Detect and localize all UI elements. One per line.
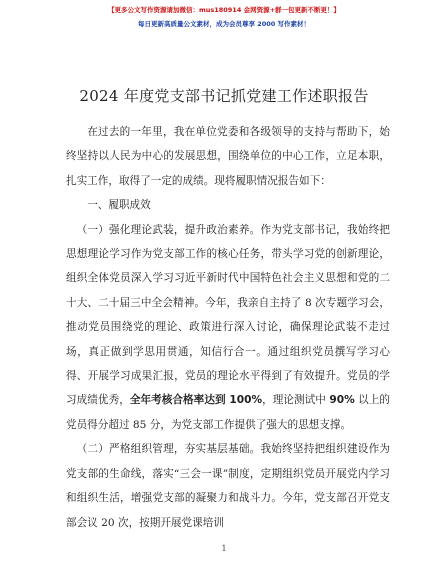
section-heading: 一、履职成效 <box>87 199 151 212</box>
intro-paragraph: 在过去的一年里，我在单位党委和各级领导的支持与帮助下，始终坚持以人民为中心的发展思想，围绕单位的中心工作，立足本职，扎实工作，取得了一定的成绩。现将履职情况报告如下： <box>66 126 390 187</box>
resource-banner-line2: 每日更新高质量公文素材，成为会员尊享 2000 写作素材！ <box>137 20 311 28</box>
document-body <box>66 120 390 535</box>
highlight-percentage: 90% <box>329 394 355 407</box>
paragraph-text: ，理论测试中 <box>262 394 330 407</box>
paragraph-text: （一）强化理论武装，提升政治素养。作为党支部书记，我始终把思想理论学习作为党支部工作的核心任务，带头学习党的创新理论，组织全体党员深入学习习近平新时代中国特色社会主义思想和党的二十大、二十届三中全会精神。今年，我亲自主持了 8 次专题学习会，推动党员围绕党的理论、政策进行深入讨论，确保理论武装不走过场，真正做到学思用贯通，知信行合一。通过组织党员撰写学习心得、开展学习成果汇报，党员的理论水平得到了有效提升。党员的学习成绩优秀， <box>66 223 390 407</box>
resource-banner-line1: 【更多公文写作资源请加微信：mus180914 金网资源+群一包更新不断更！】 <box>107 6 341 14</box>
paragraph-text: 以上的党员得分超过 85 分，为党支部工作提供了强大的思想支撑。 <box>66 394 391 431</box>
paragraph-organization: （二）严格组织管理，夯实基层基础。我始终坚持把组织建设作为党支部的生命线，落实“三会一课”制度，定期组织党员开展党内学习和组织生活，增强党支部的凝聚力和战斗力。今年，党支部召开党支部会议 20 次，按期开展党课培训 <box>66 443 390 529</box>
highlight-pass-rate: 全年考核合格率达到 100% <box>129 394 263 407</box>
document-title: 2024 年度党支部书记抓党建工作述职报告 <box>79 87 369 105</box>
page-number: 1 <box>221 544 227 553</box>
paragraph-theory-study <box>66 218 390 438</box>
